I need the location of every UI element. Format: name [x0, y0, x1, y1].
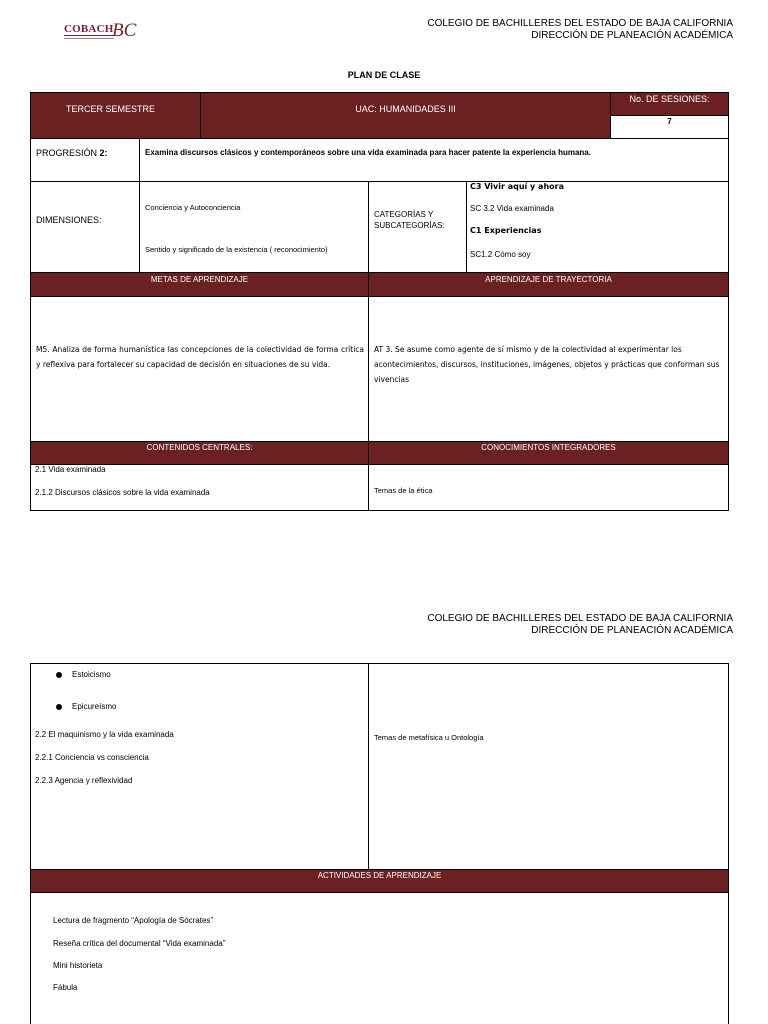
dimension-item: Sentido y significado de la existencia ( reconocimiento): [145, 245, 328, 254]
bullet-item: Epicureísmo: [56, 702, 116, 711]
department-name: DIRECCIÓN DE PLANEACIÓN ACADÉMICA: [531, 30, 733, 41]
dimensions-label-cell: [30, 181, 140, 273]
sessions-value-cell: [610, 115, 729, 139]
subcategory-item: SC 3.2 Vida examinada: [470, 204, 554, 213]
categories-cell: [466, 181, 729, 273]
sessions-header: [610, 92, 729, 116]
progression-label: PROGRESIÓN: [36, 148, 100, 158]
contenido-item: 2.2.3 Agencia y reflexividad: [35, 776, 133, 785]
bullet-icon: [56, 704, 62, 710]
conocimiento-item: Temas de la ética: [374, 486, 433, 495]
subcategory-item: SC1.2 Cómo soy: [470, 250, 531, 259]
uac-label: UAC: HUMANIDADES III: [355, 104, 456, 114]
department-name: DIRECCIÓN DE PLANEACIÓN ACADÉMICA: [531, 625, 733, 636]
actividad-item: Reseña crítica del documental “Vida examinada”: [53, 939, 226, 948]
contenido-item: 2.2 El maquinismo y la vida examinada: [35, 730, 174, 739]
actividad-item: Mini historieta: [53, 961, 103, 970]
logo-mark: BC: [112, 20, 137, 41]
trayectoria-header-label: APRENDIZAJE DE TRAYECTORIA: [485, 275, 612, 284]
metas-cell: [30, 296, 369, 442]
contenido-item: 2.1.2 Discursos clásicos sobre la vida examinada: [35, 488, 210, 497]
dimensions-cell: [139, 181, 369, 273]
metas-header-label: METAS DE APRENDIZAJE: [150, 275, 249, 284]
progression-number: 2:: [99, 148, 108, 158]
logo-text: COBACH: [64, 23, 114, 35]
sessions-value: 7: [667, 117, 672, 126]
conocimientos-cell-2: [368, 663, 729, 870]
contenido-item: 2.1 Vida examinada: [35, 465, 106, 474]
cobach-logo: [62, 20, 142, 46]
dimension-item: Conciencia y Autoconciencia: [145, 203, 241, 212]
conocimientos-header-label: CONOCIMIENTOS INTEGRADORES: [481, 443, 616, 452]
metas-header: [30, 272, 369, 297]
progression-text-cell: [139, 138, 729, 182]
category-item: C3 Vivir aquí y ahora: [470, 182, 564, 191]
conocimientos-header: [368, 441, 729, 465]
contenidos-cell: [30, 464, 369, 511]
document-title: PLAN DE CLASE: [347, 70, 421, 80]
contenidos-cell-2: [30, 663, 369, 870]
institution-name: COLEGIO DE BACHILLERES DEL ESTADO DE BAJA CALIFORNIA: [427, 613, 733, 624]
contenidos-header: [30, 441, 369, 465]
categories-label: SUBCATEGORÍAS:: [374, 221, 445, 230]
categories-label-cell: [368, 181, 467, 273]
actividad-item: Fábula: [53, 983, 78, 992]
contenido-item: 2.2.1 Conciencia vs consciencia: [35, 753, 149, 762]
metas-text: M5. Analiza de forma humanística las concepciones de la colectividad de forma crítica y reflexiva para fortalecer su capacidad de decisión en situaciones de su vida.: [36, 345, 364, 369]
trayectoria-text: AT 3. Se asume como agente de sí mismo y de la colectividad al experimentar los acontecimientos, discursos, instituciones, imágenes, objetos y prácticas que conforman sus vivencias: [374, 345, 720, 384]
conocimiento-item: Temas de metafísica u Ontología: [374, 733, 484, 742]
progression-label-cell: [30, 138, 140, 182]
semester-cell: [30, 92, 201, 139]
category-item: C1 Experiencias: [470, 226, 542, 235]
categories-label: CATEGORÍAS Y: [374, 210, 434, 219]
actividades-header: [30, 869, 729, 893]
bullet-item: Estoicismo: [56, 670, 111, 679]
bullet-icon: [56, 672, 62, 678]
progression-text: Examina discursos clásicos y contemporáneos sobre una vida examinada para hacer patente la experiencia humana.: [145, 148, 591, 157]
institution-name: COLEGIO DE BACHILLERES DEL ESTADO DE BAJA CALIFORNIA: [427, 18, 733, 29]
contenidos-header-label: CONTENIDOS CENTRALES:: [146, 443, 253, 452]
actividades-cell: [30, 892, 729, 1024]
semester-label: TERCER SEMESTRE: [66, 104, 156, 114]
actividad-item: Lectura de fragmento “Apología de Sócrates”: [53, 916, 214, 925]
uac-cell: [200, 92, 611, 139]
actividades-header-label: ACTIVIDADES DE APRENDIZAJE: [317, 871, 442, 880]
trayectoria-header: [368, 272, 729, 297]
trayectoria-cell: [368, 296, 729, 442]
dimensions-label: DIMENSIONES:: [36, 215, 102, 225]
conocimientos-cell: [368, 464, 729, 511]
sessions-label: No. DE SESIONES:: [629, 94, 710, 104]
